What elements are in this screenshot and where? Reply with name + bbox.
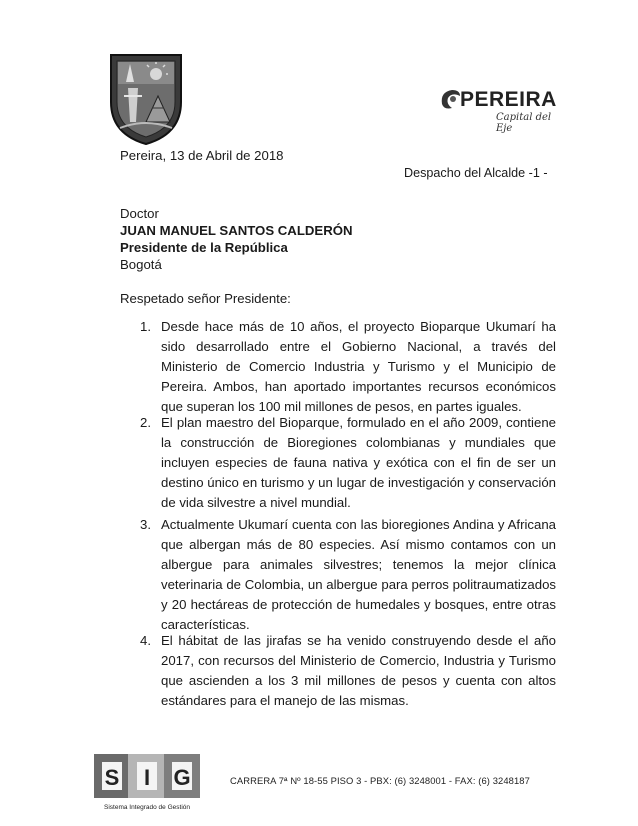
greeting: Respetado señor Presidente:: [120, 291, 291, 306]
sig-letter-s: S: [104, 765, 120, 790]
sig-letter-i: I: [143, 765, 151, 790]
pereira-logo: [438, 86, 568, 134]
list-item-number: 4.: [140, 633, 151, 648]
pereira-logo-tagline: Capital del Eje: [496, 112, 552, 134]
addressee-block: [120, 205, 353, 273]
pereira-logo-text: PEREIRA: [460, 88, 557, 111]
list-item-text: Actualmente Ukumarí cuenta con las bioregiones Andina y Africana que albergan más de 80 especies. Así mismo contamos con un albergue para animales silvestres; tenemos la mejor clínica veterinaria de Colombia, un albergue para perros politraumatizados y 20 hectáreas de protección de humedales y bosques, entre otras características.: [161, 517, 556, 632]
list-item-number: 3.: [140, 517, 151, 532]
office-line: Despacho del Alcalde -1 -: [404, 166, 548, 180]
list-item-number: 1.: [140, 319, 151, 334]
coat-of-arms-icon: [108, 52, 184, 146]
sig-letter-g: G: [173, 765, 191, 790]
pereira-swirl-icon: [438, 86, 462, 112]
list-item-number: 2.: [140, 415, 151, 430]
list-item-text: El plan maestro del Bioparque, formulado en el año 2009, contiene la construcción de Bioregiones colombianas y mundiales que incluyen especies de fauna nativa y exótica con el fin de ser un destino único en turismo y un lugar de investigación y conservación de vida silvestre a nivel mundial.: [161, 415, 556, 510]
list-item-text: El hábitat de las jirafas se ha venido construyendo desde el año 2017, con recursos del Ministerio de Comercio, Industria y Turismo que ascienden a los 3 mil millones de pesos y cuenta con altos estándares para el manejo de las mismas.: [161, 633, 556, 708]
sig-caption: Sistema Integrado de Gestión: [104, 804, 190, 811]
date-line: Pereira, 13 de Abril de 2018: [120, 148, 284, 163]
addressee-city: Bogotá: [120, 257, 162, 272]
list-item-text: Desde hace más de 10 años, el proyecto Bioparque Ukumarí ha sido desarrollado entre el Gobierno Nacional, a través del Ministerio de Comercio Industria y Turismo y el Municipio de Pereira. Ambos, han aportado importantes recursos económicos que superan los 100 mil millones de pesos, en partes iguales.: [161, 319, 556, 414]
addressee-name: JUAN MANUEL SANTOS CALDERÓN: [120, 223, 353, 238]
addressee-position: Presidente de la República: [120, 240, 288, 255]
sig-logo: [92, 752, 202, 814]
footer-address: CARRERA 7ª Nº 18-55 PISO 3 - PBX: (6) 3248001 - FAX: (6) 3248187: [230, 775, 530, 786]
addressee-title: Doctor: [120, 206, 159, 221]
